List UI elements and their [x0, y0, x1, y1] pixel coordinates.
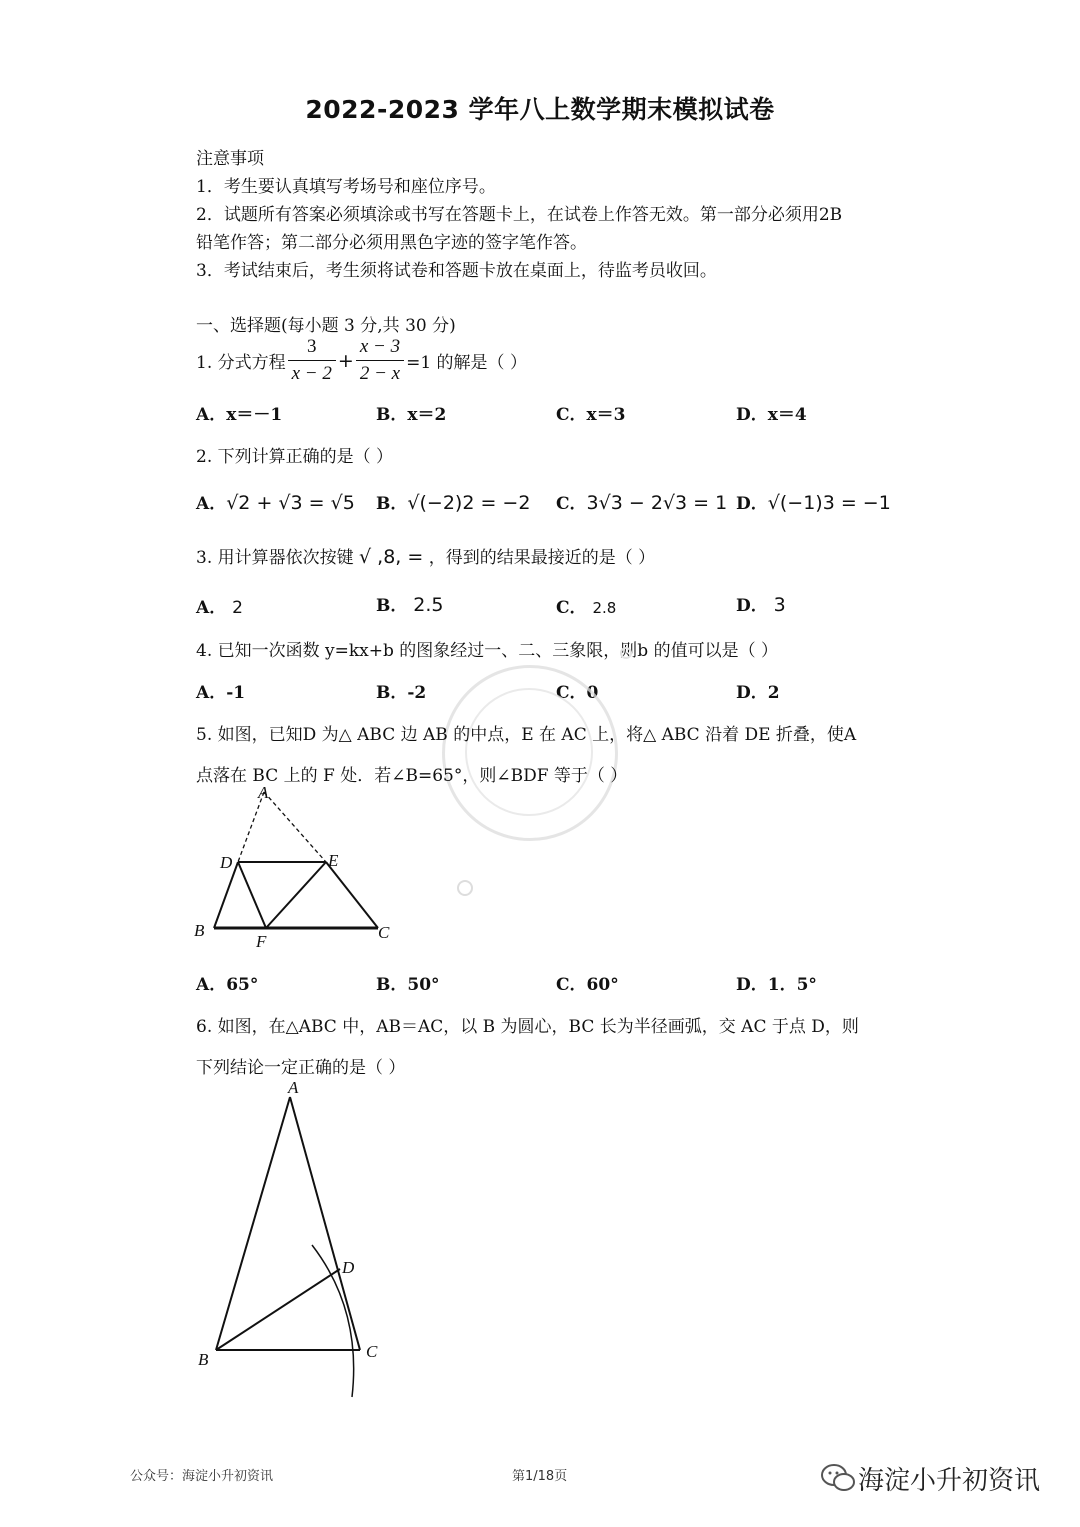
- question-1-stem: [196, 334, 527, 387]
- section-heading: 一、选择题(每小题 3 分,共 30 分): [196, 316, 456, 336]
- edge-DF: [238, 862, 266, 928]
- watermark-dot-icon: [618, 645, 634, 661]
- q1-frac2-den: 2 − x: [359, 363, 401, 384]
- q6-figure: [190, 1075, 410, 1405]
- label-B: B: [198, 1350, 209, 1369]
- option: C．x＝3: [556, 405, 626, 425]
- q1-frac2-num: x − 3: [356, 334, 404, 361]
- watermark-dot-icon: [455, 878, 475, 898]
- question-5-line1: 5. 如图，已知D 为△ ABC 边 AB 的中点，E 在 AC 上，将△ ABC 沿着 DE 折叠，使A: [196, 725, 857, 745]
- q5-figure: [190, 780, 410, 955]
- question-3-stem: [196, 543, 655, 568]
- edge-BD: [216, 1269, 340, 1350]
- option: D．x＝4: [736, 405, 807, 425]
- edge-AB: [216, 1097, 290, 1350]
- option: A．-1: [196, 683, 246, 703]
- notice-item: 1．考生要认真填写考场号和座位序号。: [196, 177, 496, 197]
- label-F: F: [256, 932, 267, 951]
- option: C．60°: [556, 975, 619, 995]
- option: A． 2: [196, 598, 243, 618]
- q1-fraction-2: [356, 334, 404, 387]
- label-C: C: [366, 1342, 378, 1361]
- notice-item: 铅笔作答；第二部分必须用黑色字迹的签字笔作答。: [196, 233, 587, 253]
- q1-frac1-den: x − 2: [291, 363, 332, 384]
- option: C．0: [556, 683, 599, 703]
- label-A: A: [288, 1078, 299, 1097]
- question-5-line2: 点落在 BC 上的 F 处．若∠B=65°，则∠BDF 等于（ ）: [196, 766, 628, 786]
- option: B．50°: [376, 975, 440, 995]
- q1-fraction-1: [288, 334, 336, 387]
- option: C．3√3 − 2√3 = 1: [556, 492, 728, 514]
- label-E: E: [328, 851, 339, 870]
- option: B．√(−2)2 = −2: [376, 492, 531, 514]
- option: A．65°: [196, 975, 259, 995]
- label-B: B: [194, 921, 205, 940]
- notice-item: 2．试题所有答案必须填涂或书写在答题卡上，在试卷上作答无效。第一部分必须用2B: [196, 205, 843, 225]
- option: D．2: [736, 683, 780, 703]
- brand-name: 海淀小升初资讯: [858, 1466, 1041, 1496]
- q3-prefix: 3. 用计算器依次按键: [196, 548, 354, 568]
- option: A．x＝－1: [196, 405, 283, 425]
- option: B．x＝2: [376, 405, 447, 425]
- edge-FE: [266, 862, 326, 928]
- page-number: 第1/18页: [512, 1469, 568, 1484]
- option: B． 2.5: [376, 594, 444, 616]
- label-A: A: [258, 783, 269, 802]
- question-6-line2: 下列结论一定正确的是（ ）: [196, 1058, 406, 1078]
- option: A．√2 + √3 = √5: [196, 492, 355, 514]
- label-D: D: [342, 1258, 355, 1277]
- notice-heading: 注意事项: [196, 149, 264, 169]
- footer-account: 公众号：海淀小升初资讯: [130, 1469, 274, 1484]
- question-4-stem: 4. 已知一次函数 y=kx+b 的图象经过一、二、三象限，则b 的值可以是（ ）: [196, 641, 778, 661]
- edge-AE: [264, 792, 326, 862]
- edge-AC: [290, 1097, 360, 1350]
- label-D: D: [220, 853, 233, 872]
- page-title: 2022-2023 学年八上数学期末模拟试卷: [305, 95, 775, 124]
- q1-plus: +: [337, 349, 354, 372]
- q1-frac1-num: 3: [288, 334, 336, 361]
- notice-item: 3．考试结束后，考生须将试卷和答题卡放在桌面上，待监考员收回。: [196, 261, 717, 281]
- label-C: C: [378, 923, 390, 942]
- q1-suffix: =1 的解是（ ）: [406, 353, 527, 373]
- watermark-stamp: [442, 665, 618, 841]
- option: D．1．5°: [736, 975, 817, 995]
- wechat-icon: [820, 1462, 856, 1494]
- option: C． 2.8: [556, 598, 617, 618]
- q3-suffix: ，得到的结果最接近的是（ ）: [428, 548, 656, 568]
- question-6-line1: 6. 如图，在△ABC 中，AB＝AC，以 B 为圆心，BC 长为半径画弧，交 AC 于点 D，则: [196, 1017, 859, 1037]
- option: D．√(−1)3 = −1: [736, 492, 891, 514]
- edge-AD: [238, 792, 264, 862]
- option: B．-2: [376, 683, 427, 703]
- q3-keys: √ ,8, =: [359, 546, 424, 568]
- edge-EC: [326, 862, 378, 928]
- question-2-stem: 2. 下列计算正确的是（ ）: [196, 447, 394, 467]
- q1-prefix: 1. 分式方程: [196, 353, 286, 373]
- option: D． 3: [736, 594, 786, 616]
